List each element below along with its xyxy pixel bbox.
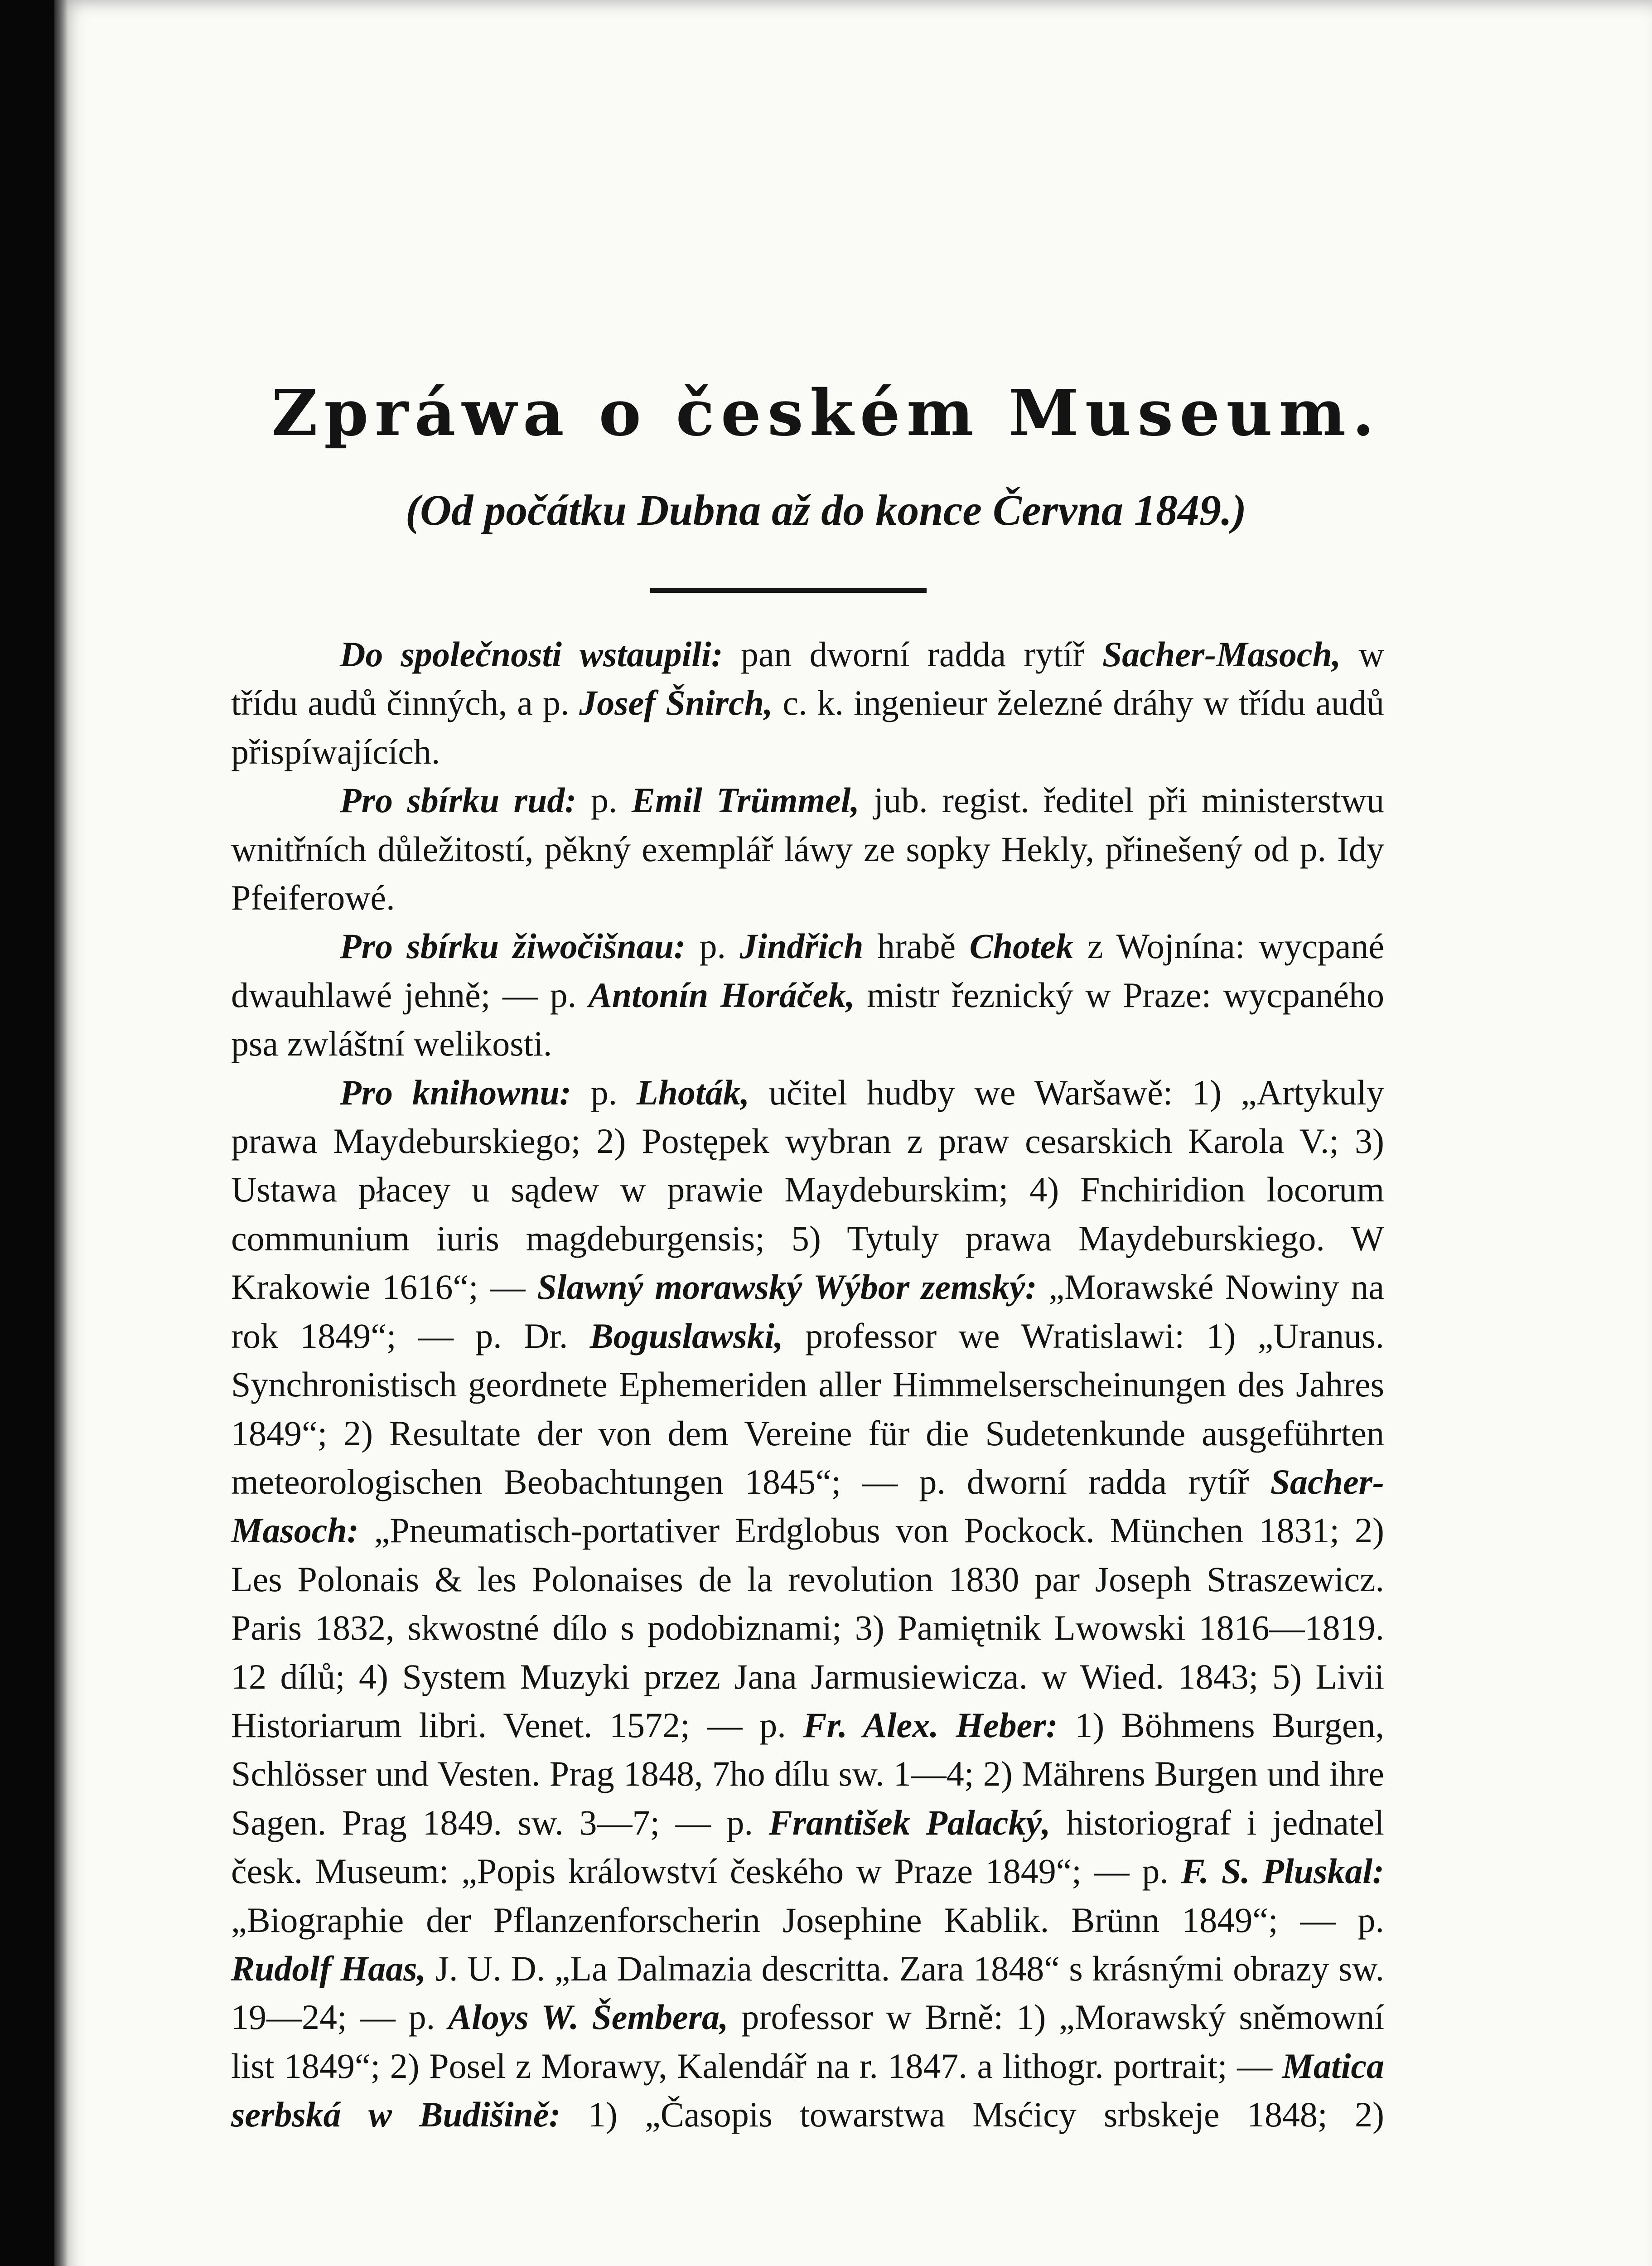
text-run: professor w Brně: 1) „Morawský sněmowní list 1849“; 2) Posel z Morawy, Kalendář na r. 1847. a lithogr. portrait; — xyxy=(231,1997,1384,2086)
text-run: jub. regist. ředitel při ministerstwu wnitřních důležitostí, pěkný exemplář láwy ze sopky Hekly, přinešený od p. Idy Pfeiferowé. xyxy=(231,780,1385,918)
proper-name: Antonín Horáček, xyxy=(588,975,855,1015)
proper-name: František Palacký, xyxy=(768,1802,1051,1842)
text-run: „Morawské Nowiny na rok 1849“; — p. Dr. xyxy=(231,1267,1384,1356)
text-run: p. xyxy=(571,1072,637,1112)
text-run: „Pneumatisch-portativer Erdglobus von Pockock. München 1831; 2) Les Polonais & les Polonaises de la revolution 1830 par Joseph Straszewicz. Paris 1832, skwostné dílo s podobiznami; 3) Pamiętnik Lwowski 1816—1819. 12 dílů; 4) System Muzyki przez Jana Jarmusiewicza. w Wied. 1843; 5) Livii Historiarum libri. Venet. 1572; — p. xyxy=(231,1511,1384,1745)
proper-name: Emil Trümmel, xyxy=(631,780,860,820)
proper-name: Chotek xyxy=(969,926,1074,966)
text-run: pan dworní radda rytíř xyxy=(723,634,1102,674)
page-title: Zpráwa o českém Museum. xyxy=(271,376,1381,450)
proper-name: Rudolf Haas, xyxy=(231,1948,426,1988)
text-run: J. U. D. „La Dalmazia descritta. Zara 1848“ s krásnými obrazy sw. 19—24; — p. xyxy=(231,1948,1384,2037)
proper-name: Matica serbská w Budišině: xyxy=(231,2046,1384,2135)
text-run: p. xyxy=(686,926,740,966)
spine-shadow xyxy=(54,0,68,2266)
text-run: p. xyxy=(576,780,632,820)
proper-name: Slawný morawský Wýbor zemský: xyxy=(537,1267,1037,1307)
proper-name: Sacher-Masoch, xyxy=(1102,634,1341,674)
proper-name: Sacher-Masoch: xyxy=(231,1462,1384,1550)
title-divider-rule xyxy=(650,588,927,593)
proper-name: Josef Šnirch, xyxy=(579,683,773,723)
paragraph-heading: Pro sbírku rud: xyxy=(340,780,577,820)
proper-name: Jindřich xyxy=(739,926,864,966)
page-subtitle: (Od počátku Dubna až do konce Června 1849.) xyxy=(405,486,1246,534)
text-run: w třídu audů činných, a p. xyxy=(231,634,1384,723)
paragraph-heading: Pro sbírku žiwočišnau: xyxy=(340,926,686,966)
report-body xyxy=(231,630,1384,2139)
paragraph-heading: Do společnosti wstaupili: xyxy=(340,634,723,674)
text-run: „Biographie der Pflanzenforscherin Josephine Kablik. Brünn 1849“; — p. xyxy=(231,1900,1384,1940)
proper-name: F. S. Pluskal: xyxy=(1181,1851,1384,1891)
text-run: z Wojnína: wycpané dwauhlawé jehně; — p. xyxy=(231,926,1384,1015)
paragraph xyxy=(231,1068,1384,2139)
paragraph xyxy=(231,776,1384,922)
text-run: historiograf i jednatel česk. Museum: „Popis králowství českého w Praze 1849“; — p. xyxy=(231,1802,1385,1891)
text-run: 1) Böhmens Burgen, Schlösser und Vesten. Prag 1848, 7ho dílu sw. 1—4; 2) Mährens Burgen und ihre Sagen. Prag 1849. sw. 3—7; — p. xyxy=(231,1705,1384,1842)
text-run: 1) „Časopis towarstwa Msćicy srbskeje 1848; 2) xyxy=(560,2095,1384,2135)
proper-name: Boguslawski, xyxy=(589,1316,783,1356)
proper-name: Fr. Alex. Heber: xyxy=(803,1705,1058,1745)
paragraph xyxy=(231,922,1384,1068)
text-run: c. k. ingenieur železné dráhy w třídu audů přispíwajících. xyxy=(231,683,1385,771)
text-run: učitel hudby we Waršawě: 1) „Artykuly prawa Maydeburskiego; 2) Postępek wybran z praw cesarskich Karola V.; 3) Ustawa płacey u sądew w prawie Maydeburskim; 4) Fnchiridion locorum communium iuris magdeburgensis; 5) Tytuly prawa Maydeburskiego. W Krakowie 1616“; — xyxy=(231,1072,1384,1307)
paragraph xyxy=(231,630,1384,776)
proper-name: Aloys W. Šembera, xyxy=(448,1997,729,2037)
proper-name: Lhoták, xyxy=(636,1072,750,1112)
text-run: professor we Wratislawi: 1) „Uranus. Synchronistisch geordnete Ephemeriden aller Himmelserscheinungen des Jahres 1849“; 2) Resultate der von dem Vereine für die Sudetenkunde ausgeführten meteorologischen Beobachtungen 1845“; — p. dworní radda rytíř xyxy=(231,1316,1385,1501)
text-run: mistr řeznický w Praze: wycpaného psa zwláštní welikosti. xyxy=(231,975,1384,1064)
paragraph-heading: Pro knihownu: xyxy=(340,1072,571,1112)
text-run: hrabě xyxy=(863,926,970,966)
